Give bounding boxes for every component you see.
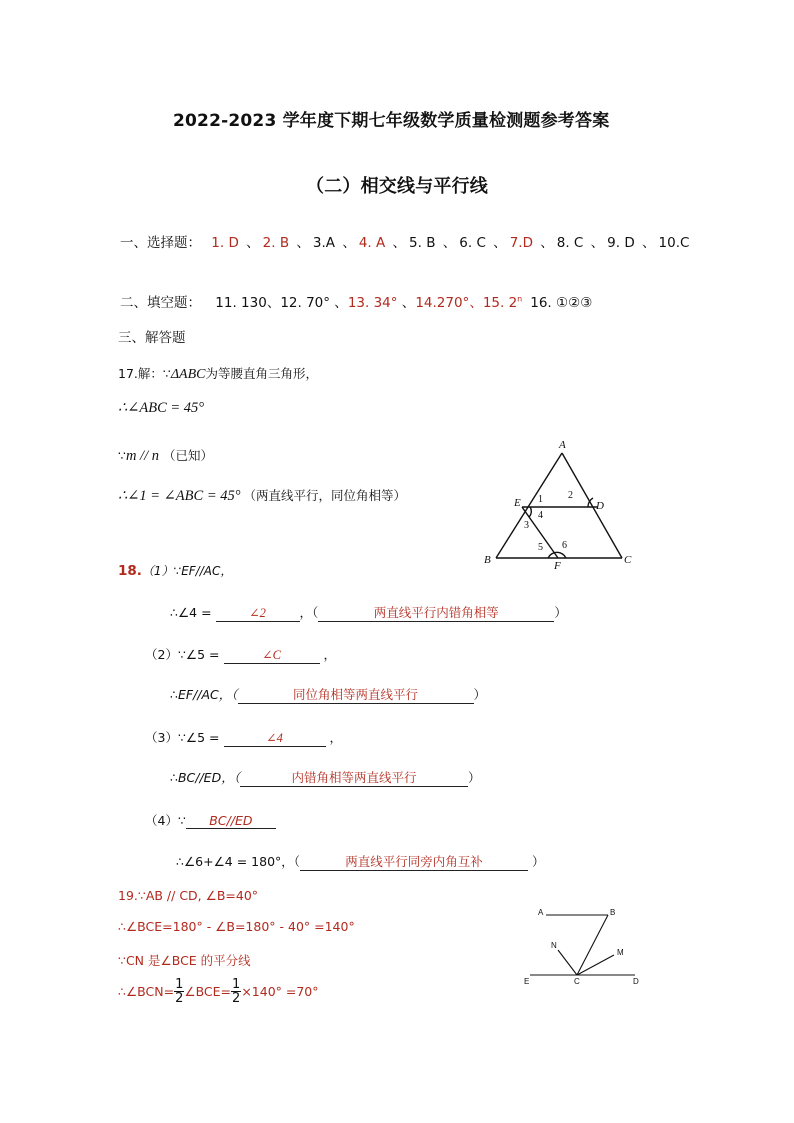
q18-p2-conclusion: ∴EF//AC，（ [170, 687, 238, 702]
q18-line2: ∴∠4 = ∠2 ，（ 两直线平行内错角相等 ） [170, 605, 567, 620]
fraction-denominator: 2 [232, 991, 241, 1006]
fill-answer-13: 13. 34° [347, 295, 398, 311]
side-ab [496, 453, 562, 558]
choice-answer: 3.A [312, 235, 336, 251]
label-angle-4: 4 [538, 510, 543, 521]
section-choice [120, 231, 689, 251]
q18-number: 18. [118, 563, 142, 579]
label-c: C [574, 977, 580, 986]
fill-answers-11-12: 11. 130、12. 70° [215, 295, 331, 311]
label-n: N [551, 941, 557, 950]
fill-answer-16: 16. ①②③ [530, 295, 593, 311]
section-choice-label: 一、选择题： [120, 235, 201, 251]
label-a: A [538, 908, 544, 917]
q18-p3-conclusion: ∴BC//ED，（ [170, 770, 240, 785]
q18-p4-answer: BC//ED [186, 813, 276, 829]
section-fill-label: 二、填空题： [120, 295, 201, 311]
q18-p1-conclusion: ∴∠4 = [170, 605, 212, 620]
label-angle-6: 6 [562, 540, 567, 551]
fill-answer-15-exponent: n [517, 294, 523, 304]
q18-line1 [118, 562, 232, 579]
label-b: B [610, 908, 616, 917]
q18-p2-answer: ∠C [224, 647, 320, 664]
label-angle-1: 1 [538, 494, 543, 505]
choice-answer: 2. B [262, 235, 290, 251]
q17-because: ∵ [118, 448, 126, 463]
q18-line3: （2）∵∠5 = ∠C ， [145, 647, 336, 662]
q18-line6: ∴BC//ED，（ 内错角相等两直线平行 ） [170, 770, 481, 785]
q18-p3-answer: ∠4 [224, 730, 326, 747]
page-subtitle: （二）相交线与平行线 [306, 176, 488, 197]
q18-p4-conclusion: ∴∠6+∠4 = 180°，（ [176, 854, 301, 869]
choice-answer: 5. B [409, 235, 436, 251]
section-fill: 二、填空题： 11. 130、12. 70° 、13. 34° 、14.270°、15. 2$^n$ 16. ①②③ [120, 294, 593, 311]
label-angle-5: 5 [538, 542, 543, 553]
q17-statement: 为等腰直角三角形， [205, 366, 319, 381]
q19-fraction-2 [231, 978, 241, 1005]
q17-prefix: 17.解：∵ [118, 366, 171, 381]
label-m: M [617, 948, 624, 957]
q17-known: （已知） [162, 448, 213, 463]
choice-answer: 9. D [607, 235, 635, 251]
q18-p4-reason: 两直线平行同旁内角互补 [300, 852, 528, 871]
q18-line8: ∴∠6+∠4 = 180°，（ 两直线平行同旁内角互补 ） [176, 854, 545, 869]
fill-answer-15: 15. 2 [482, 295, 518, 311]
choice-answers: 1. D 、 2. B 、 3.A 、 4. A 、 5. B 、 6. C 、 7.D 、 8. C 、 9. D 、 10.C [211, 235, 690, 251]
q17-line3 [118, 446, 213, 465]
fraction-numerator: 1 [175, 977, 184, 992]
label-angle-2: 2 [568, 490, 573, 501]
q18-p2-reason: 同位角相等两直线平行 [238, 685, 474, 704]
label-d: D [596, 500, 604, 512]
choice-answer: 6. C [459, 235, 486, 251]
label-e: E [514, 497, 521, 509]
label-f: F [554, 560, 561, 572]
page-title: 2022-2023 学年度下期七年级数学质量检测题参考答案 [173, 111, 610, 131]
q19-line3: ∵CN 是∠BCE 的平分线 [118, 953, 251, 968]
q18-p1-given: （1）∵EF//AC， [141, 564, 233, 578]
q19-line2: ∴∠BCE=180° - ∠B=180° - 40° =140° [118, 919, 355, 934]
side-ac [562, 453, 622, 558]
q17-reason: （两直线平行，同位角相等） [243, 488, 407, 503]
fill-answer-14: 14.270° [415, 295, 470, 311]
parallel-lines-figure [520, 902, 650, 992]
q17-line2: ∴∠ABC = 45° [118, 400, 205, 416]
q18-p3-given: （3）∵∠5 = [145, 730, 220, 745]
choice-answer: 10.C [658, 235, 690, 251]
choice-answer: 7.D [509, 235, 533, 251]
fraction-numerator: 1 [232, 977, 241, 992]
q17-line1 [118, 364, 318, 383]
choice-answer: 8. C [556, 235, 584, 251]
q18-p2-given: （2）∵∠5 = [145, 647, 220, 662]
q19-line4 [118, 978, 319, 1005]
q18-p4-given: （4）∵ [145, 813, 186, 828]
label-angle-3: 3 [524, 520, 529, 531]
q19-result: ×140° =70° [241, 984, 319, 999]
q18-p3-reason: 内错角相等两直线平行 [240, 768, 468, 787]
q19-bce: ∠BCE= [184, 984, 232, 999]
label-b: B [484, 554, 491, 566]
q18-p1-answer: ∠2 [216, 605, 300, 622]
q19-bcn: ∴∠BCN= [118, 984, 175, 999]
label-c: C [624, 554, 632, 566]
label-d: D [633, 977, 639, 986]
q18-line5: （3）∵∠5 = ∠4 ， [145, 730, 342, 745]
q18-p1-reason: 两直线平行内错角相等 [318, 603, 554, 622]
q18-line7 [145, 811, 276, 829]
ray-cn [558, 950, 577, 975]
choice-answer: 1. D [211, 235, 239, 251]
q19-fraction-1 [174, 978, 184, 1005]
q18-line4: ∴EF//AC，（ 同位角相等两直线平行 ） [170, 687, 487, 702]
label-a: A [559, 439, 566, 451]
q17-line4 [118, 486, 406, 505]
q19-line1: 19.∵AB // CD, ∠B=40° [118, 888, 259, 903]
triangle-figure [470, 435, 645, 575]
choice-answer: 4. A [358, 235, 386, 251]
section-solve-label: 三、解答题 [118, 330, 186, 346]
q17-conclusion: ∴∠1 = ∠ABC = 45° [118, 488, 241, 504]
q17-parallel: m // n [125, 448, 159, 464]
q17-triangle: ΔABC [170, 367, 206, 382]
fraction-denominator: 2 [175, 991, 184, 1006]
label-e: E [524, 977, 530, 986]
angle-arc-4 [529, 507, 531, 517]
